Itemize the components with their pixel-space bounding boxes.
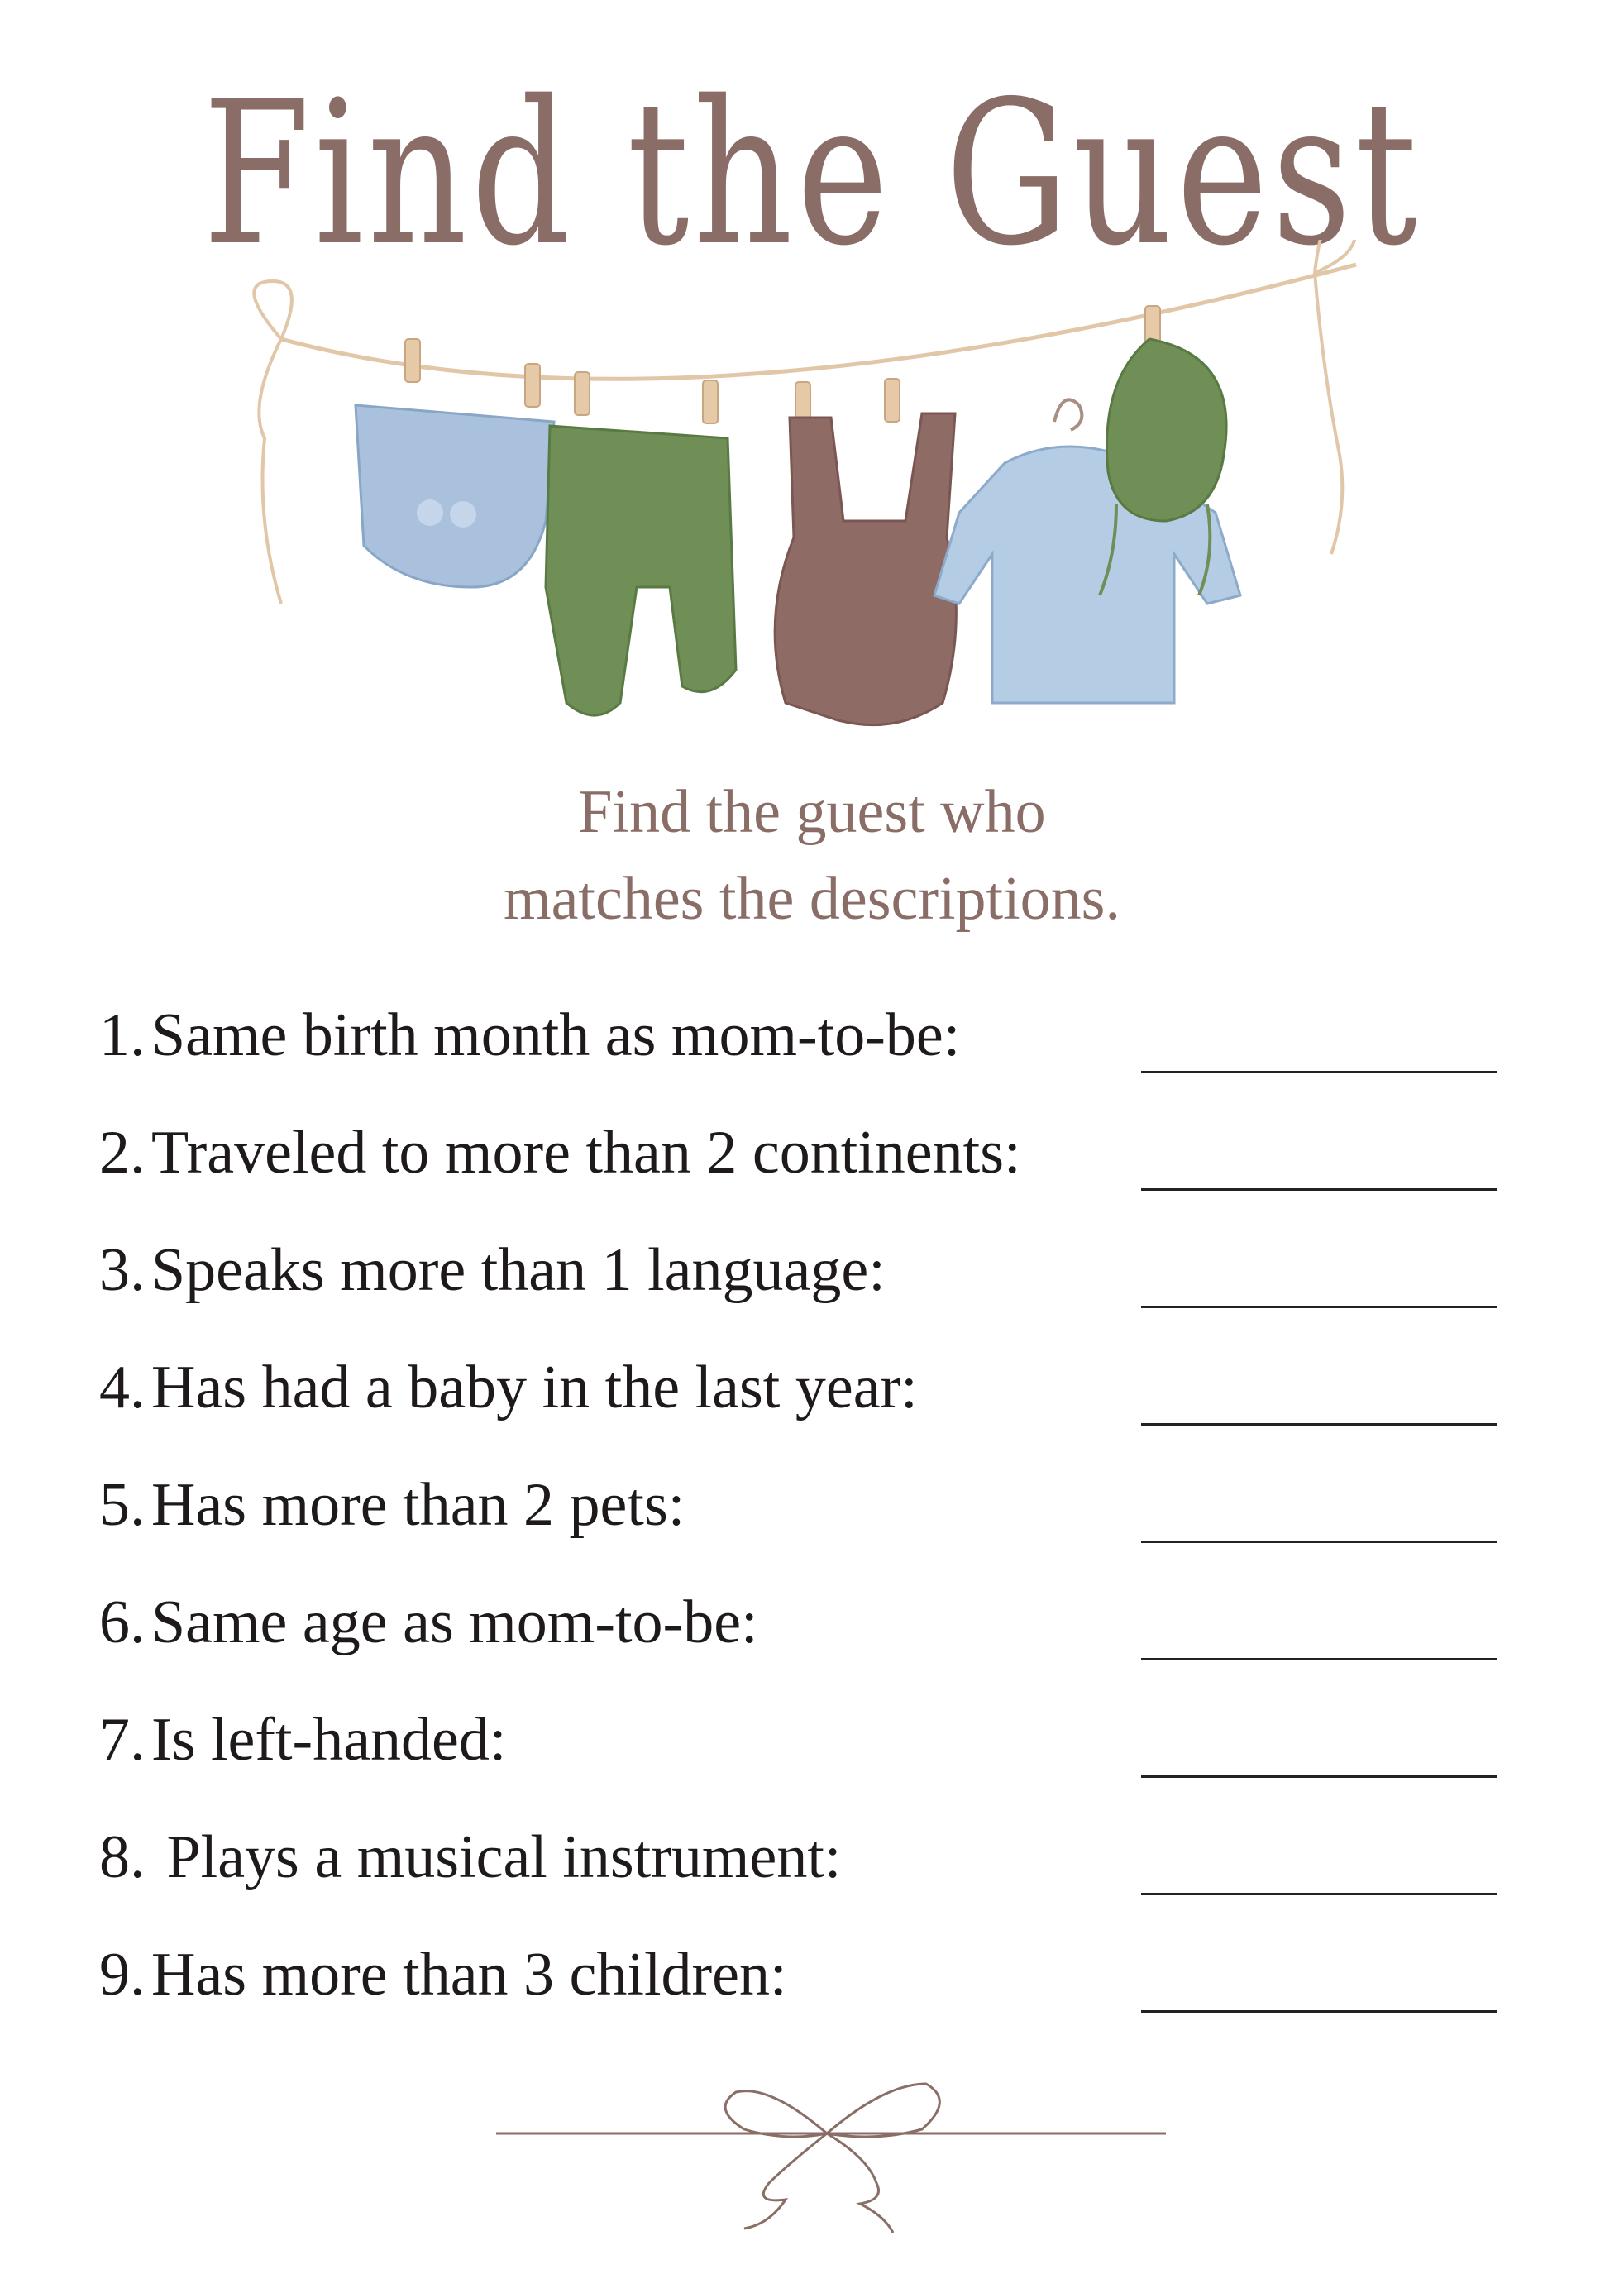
item-number: 5. <box>99 1471 146 1539</box>
answer-blank-line[interactable] <box>1141 1188 1497 1191</box>
item-description: Has more than 3 children: <box>151 1941 787 2009</box>
answer-blank-line[interactable] <box>1141 1306 1497 1308</box>
answer-blank-line[interactable] <box>1141 1775 1497 1778</box>
item-description: Same age as mom-to-be: <box>151 1588 758 1656</box>
list-item <box>99 1101 1505 1219</box>
baby-clothesline-illustration <box>248 240 1373 802</box>
list-item <box>99 1454 1505 1571</box>
page-title: Find the Guest <box>203 58 1421 289</box>
answer-blank-line[interactable] <box>1141 1423 1497 1426</box>
item-number: 2. <box>99 1119 146 1187</box>
item-description: Traveled to more than 2 continents: <box>151 1119 1021 1187</box>
description-list <box>99 984 1505 2041</box>
instruction-line-1: Find the guest who <box>578 778 1046 846</box>
list-item <box>99 1923 1505 2041</box>
item-description: Has had a baby in the last year: <box>151 1354 918 1421</box>
item-description: Plays a musical instrument: <box>151 1823 842 1891</box>
list-item <box>99 1806 1505 1923</box>
item-description: Same birth month as mom-to-be: <box>151 1001 961 1069</box>
item-number: 9. <box>99 1941 146 2009</box>
item-number: 1. <box>99 1001 146 1069</box>
answer-blank-line[interactable] <box>1141 1893 1497 1895</box>
answer-blank-line[interactable] <box>1141 2010 1497 2013</box>
item-number: 3. <box>99 1236 146 1304</box>
list-item <box>99 1336 1505 1454</box>
item-number: 4. <box>99 1354 146 1421</box>
instruction-line-2: matches the descriptions. <box>504 865 1120 933</box>
item-description: Is left-handed: <box>151 1706 507 1774</box>
answer-blank-line[interactable] <box>1141 1658 1497 1660</box>
ribbon-bow-divider-icon <box>496 2059 1166 2241</box>
list-item <box>99 1571 1505 1689</box>
item-description: Speaks more than 1 language: <box>151 1236 886 1304</box>
list-item <box>99 1219 1505 1336</box>
answer-blank-line[interactable] <box>1141 1071 1497 1073</box>
item-description: Has more than 2 pets: <box>151 1471 685 1539</box>
item-number: 6. <box>99 1588 146 1656</box>
item-number: 8. <box>99 1823 146 1891</box>
item-number: 7. <box>99 1706 146 1774</box>
list-item <box>99 1689 1505 1806</box>
answer-blank-line[interactable] <box>1141 1541 1497 1543</box>
list-item <box>99 984 1505 1101</box>
